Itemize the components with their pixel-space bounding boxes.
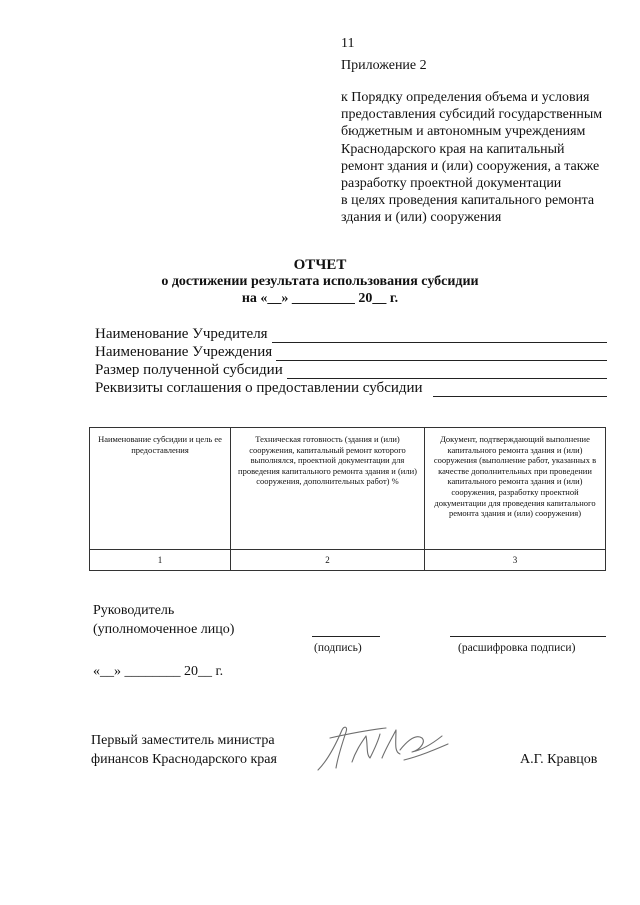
report-subtitle: о достижении результата использования субсидии (161, 274, 479, 289)
appendix-line: разработку проектной документации (341, 176, 562, 192)
column-number: 2 (231, 550, 425, 571)
appendix-line: бюджетным и автономным учреждениям (341, 124, 586, 140)
appendix-description (341, 89, 631, 227)
appendix-line: здания и (или) сооружения (341, 210, 502, 226)
signature-caption: (подпись) (314, 642, 362, 654)
table-header-row (90, 428, 606, 550)
institution-name-field[interactable] (95, 344, 607, 361)
agreement-details-label: Реквизиты соглашения о предоставлении субсидии (95, 380, 423, 396)
signature-decode-blank[interactable] (450, 636, 606, 637)
signature-date: «__» ________ 20__ г. (93, 664, 224, 679)
head-label-line2: (уполномоченное лицо) (93, 622, 235, 637)
subsidy-amount-blank[interactable] (287, 366, 607, 379)
signer-position-line2: финансов Краснодарского края (91, 752, 277, 767)
subsidy-amount-field[interactable] (95, 362, 607, 379)
founder-name-label: Наименование Учредителя (95, 326, 268, 342)
agreement-details-blank[interactable] (433, 384, 607, 397)
agreement-details-field[interactable] (95, 380, 607, 397)
page-number: 11 (341, 36, 355, 51)
table-header-cell: Наименование субсидии и цель ее предоставления (90, 428, 231, 550)
signature-blank[interactable] (312, 636, 380, 637)
head-label-line1: Руководитель (93, 603, 175, 618)
appendix-title: Приложение 2 (341, 58, 427, 73)
table-header-cell: Техническая готовность (здания и (или) сооружения, капитальный ремонт которого выполнялся, проектной документации для проведения капитального ремонта здания и (или) сооружения, дополнительных работ) % (231, 428, 425, 550)
column-number: 1 (90, 550, 231, 571)
report-title: ОТЧЕТ (293, 257, 347, 273)
signer-name: А.Г. Кравцов (520, 752, 598, 767)
appendix-line: ремонт здания и (или) сооружения, а также (341, 158, 600, 174)
appendix-line: Краснодарского края на капитальный (341, 141, 565, 157)
handwritten-signature (308, 720, 458, 780)
subsidy-amount-label: Размер полученной субсидии (95, 362, 283, 378)
column-number: 3 (425, 550, 606, 571)
table-header-cell: Документ, подтверждающий выполнение капитального ремонта здания и (или) сооружения (выполнение работ, указанных в качестве дополнительных при проведении капитального ремонта здания и (или) сооружения, разработку проектной документации для проведения капитального ремонта здания и (или) сооружения) (425, 428, 606, 550)
institution-name-label: Наименование Учреждения (95, 344, 273, 360)
appendix-line: в целях проведения капитального ремонта (341, 193, 595, 209)
founder-name-field[interactable] (95, 326, 607, 343)
institution-name-blank[interactable] (276, 348, 607, 361)
appendix-line: к Порядку определения объема и условия (341, 90, 590, 105)
table-number-row (90, 550, 606, 571)
founder-name-blank[interactable] (272, 330, 607, 343)
report-table (89, 427, 606, 571)
decode-caption: (расшифровка подписи) (458, 642, 576, 654)
signer-position-line1: Первый заместитель министра (91, 733, 275, 748)
report-date-line: на «__» _________ 20__ г. (241, 291, 399, 306)
appendix-line: предоставления субсидий государственным (341, 107, 603, 123)
